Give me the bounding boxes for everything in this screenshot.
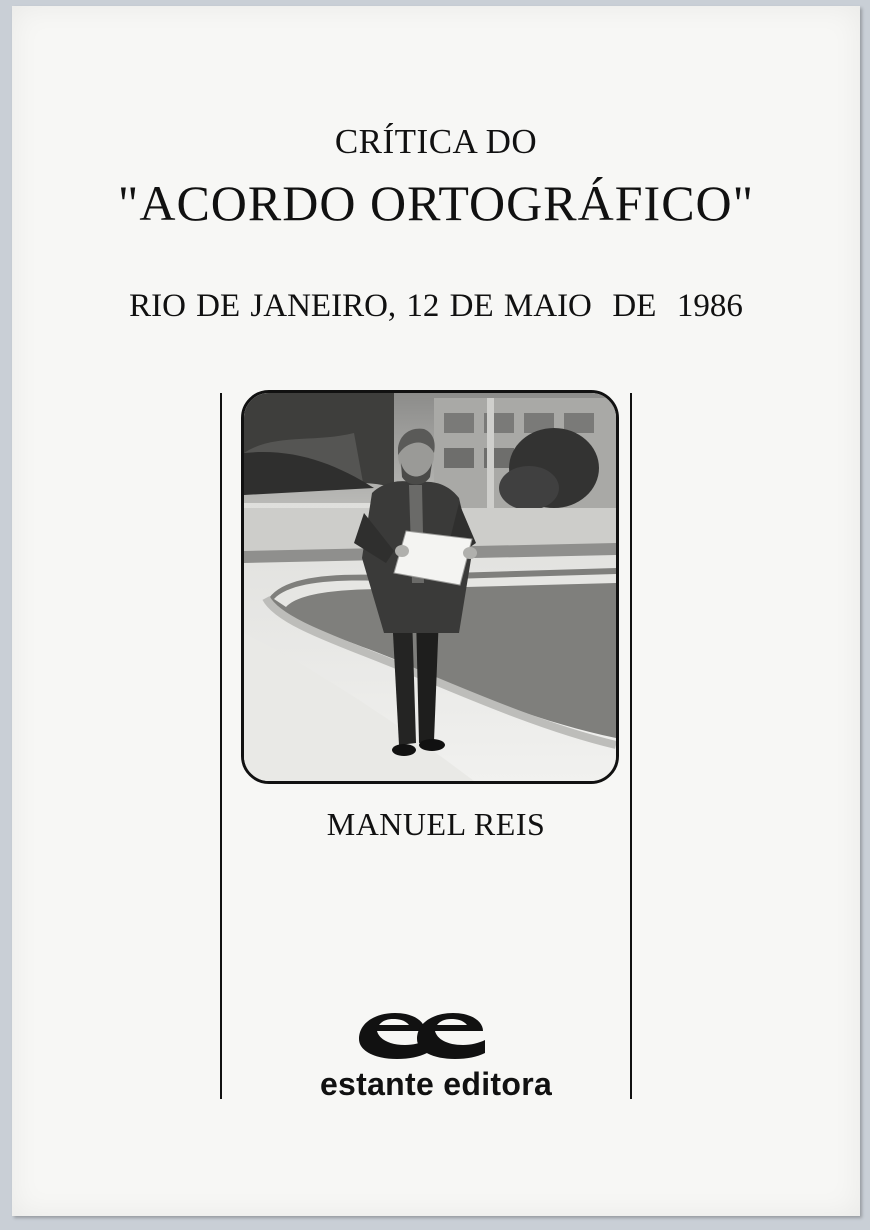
man-holding-paper-photo: [244, 393, 616, 781]
title-line-2: "ACORDO ORTOGRÁFICO": [117, 175, 755, 231]
right-vertical-rule: [630, 393, 632, 1099]
left-vertical-rule: [220, 393, 222, 1099]
author-name: MANUEL REIS: [326, 806, 546, 842]
book-cover: [12, 6, 860, 1216]
cover-photo: [241, 390, 619, 784]
publisher-name: estante editora: [319, 1066, 553, 1102]
subtitle: RIO DE JANEIRO, 12 DE MAIO DE 1986: [129, 288, 743, 324]
ee-publisher-logo: [351, 1009, 491, 1065]
title-line-1: CRÍTICA DO: [334, 122, 538, 161]
